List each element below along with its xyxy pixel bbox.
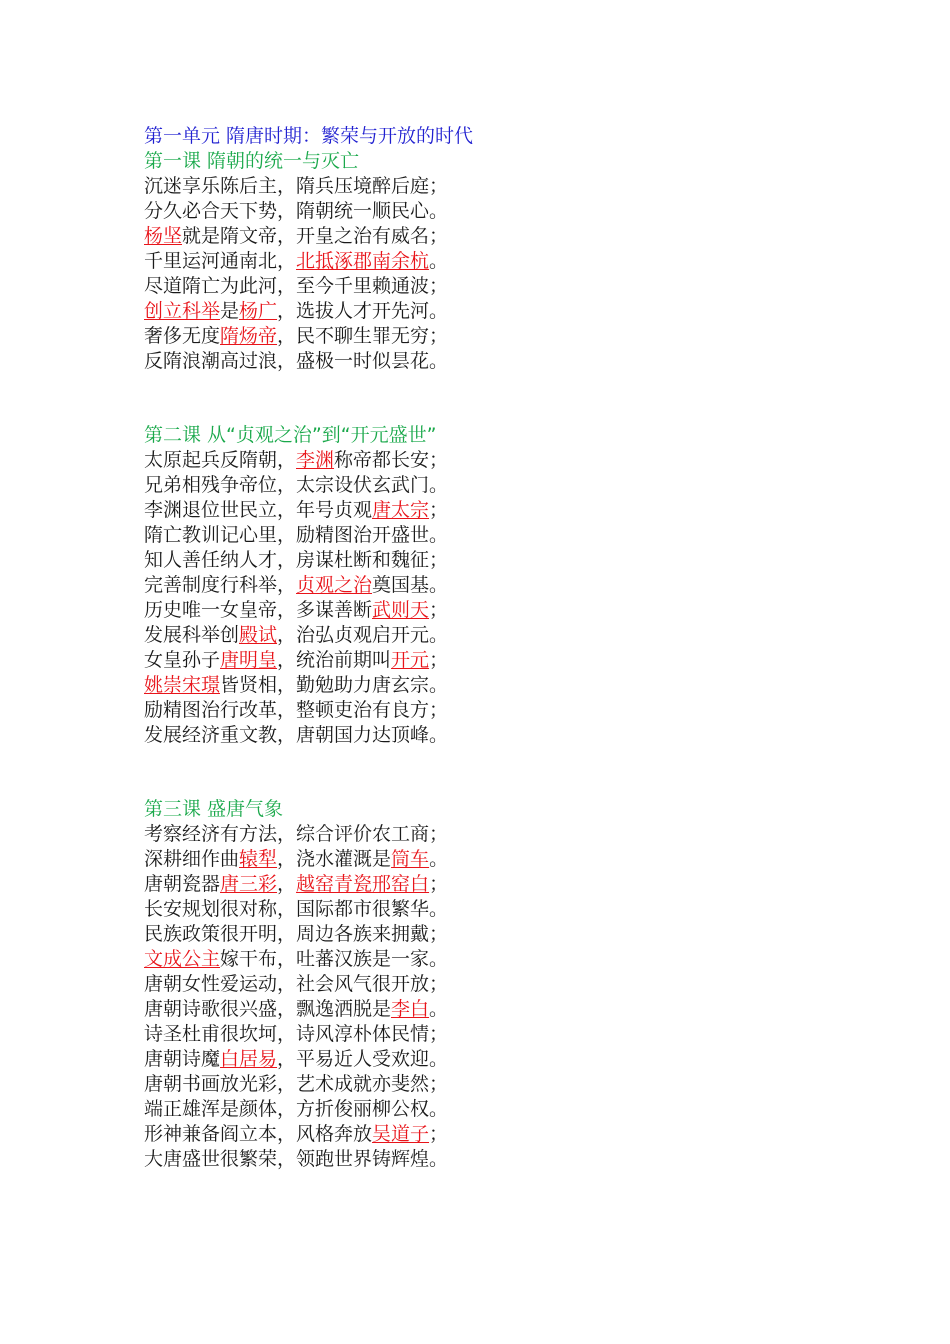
verse-line: [144, 1022, 864, 1047]
key-term: 唐明皇: [220, 649, 278, 671]
verse-line: [144, 648, 864, 673]
key-term: 开元: [391, 649, 430, 671]
key-term: 创立科举: [144, 300, 221, 322]
key-term: 白居易: [220, 1048, 278, 1070]
key-term: 李白: [391, 998, 430, 1020]
key-term: 姚崇宋璟: [144, 674, 221, 696]
verse-text: 励精图治行改革，整顿吏治有良方；: [144, 699, 449, 721]
verse-line: [144, 1147, 864, 1172]
verse-text: 太原起兵反隋朝，: [144, 449, 297, 471]
verse-line: [144, 847, 864, 872]
key-term: 北抵涿郡南余杭: [296, 250, 430, 272]
verse-text: 隋亡教训记心里，励精图治开盛世。: [144, 524, 449, 546]
verse-line: [144, 673, 864, 698]
verse-text: 长安规划很对称，国际都市很繁华。: [144, 898, 449, 920]
verse-line: [144, 523, 864, 548]
verse-line: [144, 498, 864, 523]
section-gap: [144, 748, 864, 797]
verse-text: 知人善任纳人才，房谋杜断和魏征；: [144, 549, 449, 571]
lesson-section: [144, 423, 864, 748]
lesson-section: [144, 149, 864, 374]
verse-text: 女皇孙子: [144, 649, 221, 671]
verse-text: ，治弘贞观启开元。: [277, 624, 449, 646]
verse-line: [144, 174, 864, 199]
verse-text: ；: [429, 1123, 449, 1145]
key-term: 文成公主: [144, 948, 221, 970]
key-term: 隋炀帝: [220, 325, 278, 347]
verse-text: ，统治前期叫: [277, 649, 392, 671]
verse-line: [144, 997, 864, 1022]
key-term: 杨坚: [144, 225, 183, 247]
verse-text: 唐朝诗歌很兴盛，飘逸洒脱是: [144, 998, 392, 1020]
key-term: 吴道子: [372, 1123, 430, 1145]
verse-text: 形神兼备阎立本，风格奔放: [144, 1123, 373, 1145]
verse-text: 诗圣杜甫很坎坷，诗风淳朴体民情；: [144, 1023, 449, 1045]
verse-text: 分久必合天下势，隋朝统一顺民心。: [144, 200, 449, 222]
key-term: 杨广: [239, 300, 278, 322]
verse-text: 反隋浪潮高过浪，盛极一时似昙花。: [144, 350, 449, 372]
verse-text: 完善制度行科举，: [144, 574, 297, 596]
key-term: 唐太宗: [372, 499, 430, 521]
key-term: 贞观之治: [296, 574, 373, 596]
verse-text: 奠国基。: [372, 574, 449, 596]
verse-text: 尽道隋亡为此河，至今千里赖通波；: [144, 275, 449, 297]
verse-line: [144, 723, 864, 748]
verse-line: [144, 598, 864, 623]
verse-text: 深耕细作曲: [144, 848, 240, 870]
verse-line: [144, 1047, 864, 1072]
verse-line: [144, 324, 864, 349]
verse-line: [144, 972, 864, 997]
verse-line: [144, 623, 864, 648]
verse-line: [144, 872, 864, 897]
key-term: 筒车: [391, 848, 430, 870]
key-term: 唐三彩: [220, 873, 278, 895]
verse-text: 。: [429, 250, 449, 272]
verse-text: 皆贤相，勤勉助力唐玄宗。: [220, 674, 449, 696]
verse-text: ，浇水灌溉是: [277, 848, 392, 870]
verse-line: [144, 897, 864, 922]
verse-text: 千里运河通南北，: [144, 250, 297, 272]
verse-text: 历史唯一女皇帝，多谋善断: [144, 599, 373, 621]
key-term: 越窑青瓷邢窑白: [296, 873, 430, 895]
verse-text: ，平易近人受欢迎。: [277, 1048, 449, 1070]
verse-text: ；: [429, 873, 449, 895]
verse-line: [144, 548, 864, 573]
document-body: [144, 124, 864, 1172]
verse-line: [144, 1072, 864, 1097]
verse-text: 就是隋文帝，开皇之治有威名；: [182, 225, 449, 247]
verse-text: 端正雄浑是颜体，方折俊丽柳公权。: [144, 1098, 449, 1120]
verse-line: [144, 299, 864, 324]
verse-line: [144, 698, 864, 723]
lesson-section: [144, 797, 864, 1172]
verse-text: ，: [277, 873, 297, 895]
verse-line: [144, 224, 864, 249]
verse-text: 兄弟相残争帝位，太宗设伏玄武门。: [144, 474, 449, 496]
verse-line: [144, 947, 864, 972]
verse-text: ；: [429, 499, 449, 521]
lesson-title: 第三课 盛唐气象: [144, 798, 284, 820]
verse-line: [144, 199, 864, 224]
verse-text: 大唐盛世很繁荣，领跑世界铸辉煌。: [144, 1148, 449, 1170]
verse-text: 嫁干布，吐蕃汉族是一家。: [220, 948, 449, 970]
verse-text: 唐朝瓷器: [144, 873, 221, 895]
verse-line: [144, 922, 864, 947]
verse-line: [144, 448, 864, 473]
verse-text: 唐朝女性爱运动，社会风气很开放；: [144, 973, 449, 995]
verse-line: [144, 822, 864, 847]
verse-text: 。: [429, 848, 449, 870]
key-term: 李渊: [296, 449, 335, 471]
verse-text: 沉迷享乐陈后主，隋兵压境醉后庭；: [144, 175, 449, 197]
verse-line: [144, 349, 864, 374]
verse-text: ，选拔人才开先河。: [277, 300, 449, 322]
verse-text: 唐朝诗魔: [144, 1048, 221, 1070]
lesson-title: 第一课 隋朝的统一与灭亡: [144, 150, 360, 172]
verse-text: 发展经济重文教，唐朝国力达顶峰。: [144, 724, 449, 746]
verse-line: [144, 473, 864, 498]
verse-text: 。: [429, 998, 449, 1020]
verse-line: [144, 1097, 864, 1122]
key-term: 武则天: [372, 599, 430, 621]
verse-text: 唐朝书画放光彩，艺术成就亦斐然；: [144, 1073, 449, 1095]
verse-text: 称帝都长安；: [334, 449, 449, 471]
unit-title: 第一单元 隋唐时期：繁荣与开放的时代: [144, 125, 474, 147]
verse-line: [144, 274, 864, 299]
section-gap: [144, 374, 864, 423]
verse-line: [144, 249, 864, 274]
verse-text: 奢侈无度: [144, 325, 221, 347]
verse-text: 考察经济有方法，综合评价农工商；: [144, 823, 449, 845]
verse-line: [144, 1122, 864, 1147]
lesson-title: 第二课 从“贞观之治”到“开元盛世”: [144, 424, 437, 446]
lessons-container: [144, 149, 864, 1172]
verse-text: ，民不聊生罪无穷；: [277, 325, 449, 347]
verse-text: 李渊退位世民立，年号贞观: [144, 499, 373, 521]
key-term: 殿试: [239, 624, 278, 646]
key-term: 辕犁: [239, 848, 278, 870]
verse-line: [144, 573, 864, 598]
verse-text: ；: [429, 599, 449, 621]
verse-text: 发展科举创: [144, 624, 240, 646]
verse-text: 民族政策很开明，周边各族来拥戴；: [144, 923, 449, 945]
verse-text: ；: [429, 649, 449, 671]
verse-text: 是: [220, 300, 240, 322]
